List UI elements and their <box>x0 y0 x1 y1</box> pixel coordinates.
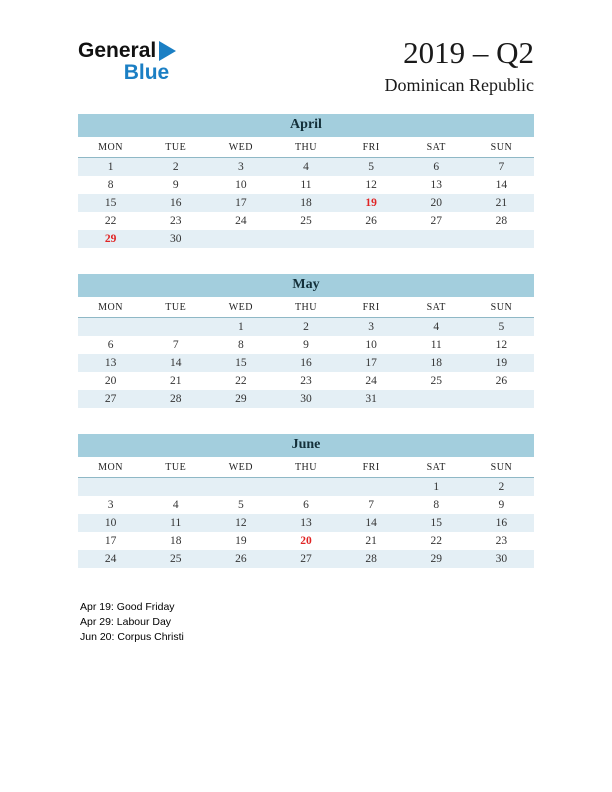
day-cell: 13 <box>104 357 117 370</box>
day-cell: 15 <box>235 357 247 370</box>
day-cell: 16 <box>495 517 508 530</box>
day-cell: 11 <box>300 179 312 192</box>
week-row <box>78 230 534 248</box>
day-cell: 22 <box>104 215 117 228</box>
day-cell: 20 <box>300 535 312 548</box>
weekday-label: MON <box>98 302 123 314</box>
empty-cell <box>208 233 273 245</box>
title-block <box>385 36 534 96</box>
logo-triangle-icon <box>159 41 176 61</box>
weekday-label: SAT <box>426 462 446 474</box>
page-title: 2019 – Q2 <box>403 35 534 70</box>
calendar-months <box>78 114 534 568</box>
day-cell: 25 <box>300 215 312 228</box>
day-cell: 23 <box>169 215 182 228</box>
day-cell: 1 <box>107 161 114 174</box>
weekday-label: FRI <box>362 462 380 474</box>
day-cell: 17 <box>365 357 377 370</box>
day-cell: 5 <box>498 321 505 334</box>
month-title: May <box>78 274 534 297</box>
week-row <box>78 212 534 230</box>
day-cell: 15 <box>104 197 117 210</box>
empty-cell <box>273 481 338 493</box>
empty-cell <box>339 233 404 245</box>
day-cell: 13 <box>300 517 312 530</box>
weekday-row <box>78 457 534 478</box>
weekday-label: SUN <box>490 142 513 154</box>
day-cell: 9 <box>172 179 179 192</box>
day-cell: 24 <box>104 553 117 566</box>
weekday-label: MON <box>98 462 123 474</box>
empty-cell <box>143 321 208 333</box>
logo-text-blue: Blue <box>123 61 170 84</box>
day-cell: 14 <box>169 357 182 370</box>
empty-cell <box>78 481 143 493</box>
weekday-label: SUN <box>490 302 513 314</box>
day-cell: 20 <box>430 197 443 210</box>
weekday-label: SAT <box>426 302 446 314</box>
day-cell: 21 <box>365 535 377 548</box>
day-cell: 1 <box>433 481 440 494</box>
logo-line-general <box>78 40 176 61</box>
day-cell: 8 <box>237 339 244 352</box>
empty-cell <box>469 233 534 245</box>
day-cell: 27 <box>104 393 117 406</box>
day-cell: 23 <box>300 375 312 388</box>
day-cell: 5 <box>368 161 374 174</box>
day-cell: 17 <box>235 197 247 210</box>
day-cell: 22 <box>235 375 247 388</box>
month-june <box>78 434 534 568</box>
day-cell: 7 <box>498 161 505 174</box>
day-cell: 18 <box>169 535 182 548</box>
week-row <box>78 194 534 212</box>
day-cell: 18 <box>430 357 443 370</box>
day-cell: 21 <box>495 197 508 210</box>
day-cell: 30 <box>300 393 312 406</box>
legend-item: Apr 29: Labour Day <box>80 616 172 629</box>
week-row <box>78 354 534 372</box>
day-cell: 31 <box>365 393 377 406</box>
day-cell: 16 <box>169 197 182 210</box>
empty-cell <box>404 393 469 405</box>
weekday-label: TUE <box>165 462 187 474</box>
week-row <box>78 532 534 550</box>
week-row <box>78 478 534 496</box>
day-cell: 15 <box>430 517 443 530</box>
month-april <box>78 114 534 248</box>
week-row <box>78 496 534 514</box>
day-cell: 20 <box>104 375 117 388</box>
day-cell: 26 <box>495 375 508 388</box>
day-cell: 12 <box>495 339 508 352</box>
day-cell: 26 <box>365 215 377 228</box>
day-cell: 18 <box>300 197 312 210</box>
day-cell: 17 <box>104 535 117 548</box>
day-cell: 30 <box>169 233 182 246</box>
day-cell: 19 <box>365 197 377 210</box>
week-row <box>78 336 534 354</box>
weekday-label: FRI <box>362 142 380 154</box>
day-cell: 9 <box>303 339 309 352</box>
day-cell: 14 <box>495 179 508 192</box>
day-cell: 3 <box>107 499 114 512</box>
legend-item: Jun 20: Corpus Christi <box>80 631 184 644</box>
month-title: April <box>78 114 534 137</box>
day-cell: 10 <box>235 179 247 192</box>
empty-cell <box>273 233 338 245</box>
empty-cell <box>339 481 404 493</box>
day-cell: 13 <box>430 179 443 192</box>
weeks <box>78 158 534 248</box>
day-cell: 23 <box>495 535 508 548</box>
empty-cell <box>469 393 534 405</box>
day-cell: 22 <box>430 535 443 548</box>
weekday-label: TUE <box>165 142 187 154</box>
day-cell: 4 <box>303 161 309 174</box>
weekday-label: FRI <box>362 302 380 314</box>
day-cell: 16 <box>300 357 312 370</box>
weekday-label: WED <box>228 142 253 154</box>
weekday-row <box>78 137 534 158</box>
empty-cell <box>78 321 143 333</box>
legend-item: Apr 19: Good Friday <box>80 601 175 614</box>
week-row <box>78 158 534 176</box>
week-row <box>78 372 534 390</box>
day-cell: 28 <box>365 553 377 566</box>
weekday-label: SAT <box>426 142 446 154</box>
day-cell: 6 <box>107 339 114 352</box>
week-row <box>78 550 534 568</box>
day-cell: 19 <box>235 535 247 548</box>
day-cell: 29 <box>104 233 117 246</box>
month-may <box>78 274 534 408</box>
day-cell: 25 <box>430 375 443 388</box>
day-cell: 5 <box>237 499 244 512</box>
weekday-label: WED <box>228 462 253 474</box>
day-cell: 2 <box>498 481 505 494</box>
empty-cell <box>404 233 469 245</box>
day-cell: 2 <box>172 161 179 174</box>
weeks <box>78 318 534 408</box>
day-cell: 11 <box>430 339 442 352</box>
holiday-legend <box>80 600 534 645</box>
weekday-label: THU <box>294 142 318 154</box>
day-cell: 8 <box>433 499 440 512</box>
weekday-label: WED <box>228 302 253 314</box>
weekday-label: MON <box>98 142 123 154</box>
day-cell: 28 <box>169 393 182 406</box>
weekday-row <box>78 297 534 318</box>
day-cell: 14 <box>365 517 377 530</box>
day-cell: 4 <box>172 499 179 512</box>
day-cell: 4 <box>433 321 440 334</box>
empty-cell <box>143 481 208 493</box>
day-cell: 12 <box>235 517 247 530</box>
empty-cell <box>208 481 273 493</box>
day-cell: 25 <box>169 553 182 566</box>
page-subtitle: Dominican Republic <box>384 75 534 96</box>
day-cell: 21 <box>169 375 182 388</box>
day-cell: 8 <box>107 179 114 192</box>
day-cell: 11 <box>170 517 182 530</box>
day-cell: 29 <box>430 553 443 566</box>
day-cell: 24 <box>235 215 247 228</box>
day-cell: 19 <box>495 357 508 370</box>
day-cell: 27 <box>430 215 443 228</box>
week-row <box>78 390 534 408</box>
month-title: June <box>78 434 534 457</box>
day-cell: 10 <box>365 339 377 352</box>
day-cell: 7 <box>172 339 179 352</box>
day-cell: 2 <box>303 321 309 334</box>
day-cell: 6 <box>433 161 440 174</box>
day-cell: 24 <box>365 375 377 388</box>
day-cell: 3 <box>237 161 244 174</box>
week-row <box>78 514 534 532</box>
day-cell: 1 <box>237 321 244 334</box>
day-cell: 29 <box>235 393 247 406</box>
weekday-label: TUE <box>165 302 187 314</box>
day-cell: 6 <box>303 499 309 512</box>
day-cell: 3 <box>368 321 374 334</box>
weekday-label: SUN <box>490 462 513 474</box>
week-row <box>78 318 534 336</box>
general-blue-logo <box>78 36 176 83</box>
weekday-label: THU <box>294 462 318 474</box>
day-cell: 26 <box>235 553 247 566</box>
page-header <box>0 0 612 96</box>
weekday-label: THU <box>294 302 318 314</box>
week-row <box>78 176 534 194</box>
logo-text-general: General <box>78 39 157 62</box>
day-cell: 7 <box>368 499 374 512</box>
day-cell: 27 <box>300 553 312 566</box>
day-cell: 30 <box>495 553 508 566</box>
day-cell: 9 <box>498 499 505 512</box>
day-cell: 12 <box>365 179 377 192</box>
weeks <box>78 478 534 568</box>
day-cell: 28 <box>495 215 508 228</box>
day-cell: 10 <box>104 517 117 530</box>
